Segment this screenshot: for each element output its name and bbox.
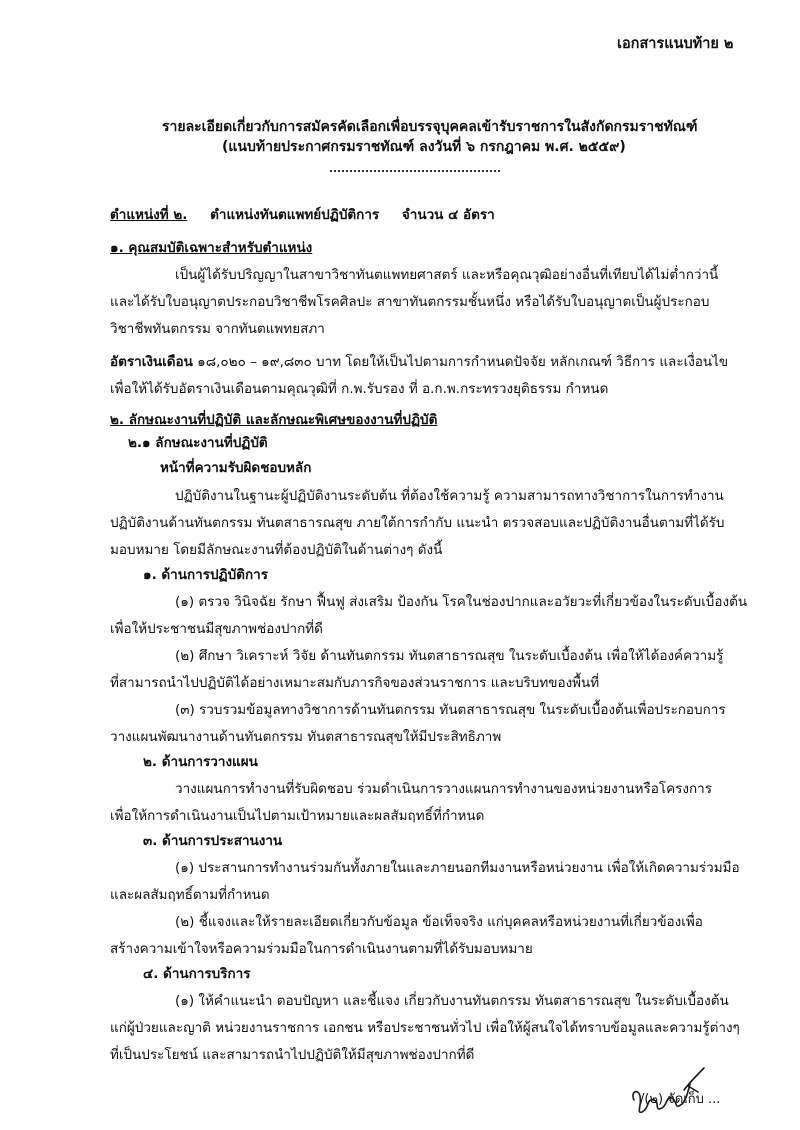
operations-item-3-line-2: วางแผนพัฒนางานด้านทันตกรรม ทันตสาธารณสุขให้มีประสิทธิภาพ	[110, 729, 502, 745]
section1-heading: ๑. คุณสมบัติเฉพาะสำหรับตำแหน่ง	[110, 240, 313, 256]
dotted-separator	[330, 170, 500, 172]
position-count: จำนวน ๔ อัตรา	[401, 207, 495, 223]
operations-item-1-line-2: เพื่อให้ประชาชนมีสุขภาพช่องปากที่ดี	[110, 621, 323, 637]
position-label: ตำแหน่งที่ ๒.	[110, 207, 188, 223]
area-planning-title: ๒. ด้านการวางแผน	[143, 754, 258, 770]
section2-heading: ๒. ลักษณะงานที่ปฏิบัติ และลักษณะพิเศษของงานที่ปฏิบัติ	[110, 412, 438, 428]
document-title: รายละเอียดเกี่ยวกับการสมัครคัดเลือกเพื่อบรรจุบุคคลเข้ารับราชการในสังกัดกรมราชทัณฑ์	[162, 119, 698, 135]
qualification-line-1: เป็นผู้ได้รับปริญญาในสาขาวิชาทันตแพทยศาสตร์ และหรือคุณวุฒิอย่างอื่นที่เทียบได้ไม่ต่ำกว่านี้	[175, 267, 719, 283]
planning-line-2: เพื่อให้การดำเนินงานเป็นไปตามเป้าหมายและผลสัมฤทธิ์ที่กำหนด	[110, 808, 485, 824]
salary-range: ๑๘,๐๒๐ – ๑๙,๘๓๐ บาท โดยให้เป็นไปตามการกำหนดปัจจัย หลักเกณฑ์ วิธีการ และเงื่อนไข	[192, 354, 729, 370]
coordination-item-2-line-2: สร้างความเข้าใจหรือความร่วมมือในการดำเนินงานตามที่ได้รับมอบหมาย	[110, 941, 533, 957]
operations-item-3-line-1: (๓) รวบรวมข้อมูลทางวิชาการด้านทันตกรรม ทันตสาธารณสุข ในระดับเบื้องต้นเพื่อประกอบการ	[175, 702, 726, 718]
qualification-line-3: วิชาชีพทันตกรรม จากทันตแพทยสภา	[110, 321, 325, 337]
main-duty-heading: หน้าที่ความรับผิดชอบหลัก	[160, 460, 312, 476]
document-subtitle: (แนบท้ายประกาศกรมราชทัณฑ์ ลงวันที่ ๖ กรกฎาคม พ.ศ. ๒๕๕๙)	[222, 139, 626, 155]
position-heading	[110, 209, 495, 223]
coordination-item-2-line-1: (๒) ชี้แจงและให้รายละเอียดเกี่ยวกับข้อมูล ข้อเท็จจริง แก่บุคคลหรือหน่วยงานที่เกี่ยวข้องเพื่อ	[175, 914, 703, 930]
area-service-title: ๔. ด้านการบริการ	[143, 966, 251, 982]
area-coordination-title: ๓. ด้านการประสานงาน	[143, 833, 283, 849]
duty-intro-line-3: มอบหมาย โดยมีลักษณะงานที่ต้องปฏิบัติในด้านต่างๆ ดังนี้	[110, 542, 443, 558]
salary-label: อัตราเงินเดือน	[110, 354, 193, 370]
planning-line-1: วางแผนการทำงานที่รับผิดชอบ ร่วมดำเนินการวางแผนการทำงานของหน่วยงานหรือโครงการ	[175, 781, 712, 797]
operations-item-1-line-1: (๑) ตรวจ วินิจฉัย รักษา ฟื้นฟู ส่งเสริม ป้องกัน โรคในช่องปากและอวัยวะที่เกี่ยวข้องในระดับเบื้องต้น	[175, 594, 748, 610]
service-item-1-line-3: ที่เป็นประโยชน์ และสามารถนำไปปฏิบัติให้มีสุขภาพช่องปากที่ดี	[110, 1047, 475, 1063]
duty-intro-line-2: ปฏิบัติงานด้านทันตกรรม ทันตสาธารณสุข ภายใต้การกำกับ แนะนำ ตรวจสอบและปฏิบัติงานอื่นตามที่ได้รับ	[110, 515, 725, 531]
service-item-1-line-1: (๑) ให้คำแนะนำ ตอบปัญหา และชี้แจง เกี่ยวกับงานทันตกรรม ทันตสาธารณสุข ในระดับเบื้องต้น	[175, 993, 729, 1009]
area-operations-title: ๑. ด้านการปฏิบัติการ	[143, 567, 268, 583]
duty-intro-line-1: ปฏิบัติงานในฐานะผู้ปฏิบัติงานระดับต้น ที่ต้องใช้ความรู้ ความสามารถทางวิชาการในการทำงาน	[175, 488, 724, 504]
coordination-item-1-line-1: (๑) ประสานการทำงานร่วมกันทั้งภายในและภายนอกทีมงานหรือหน่วยงาน เพื่อให้เกิดความร่วมมือ	[175, 860, 740, 876]
operations-item-2-line-2: ที่สามารถนำไปปฏิบัติได้อย่างเหมาะสมกับภารกิจของส่วนราชการ และบริบทของพื้นที่	[110, 675, 600, 691]
salary-line-2: เพื่อให้ได้รับอัตราเงินเดือนตามคุณวุฒิที่ ก.พ.รับรอง ที่ อ.ก.พ.กระทรวงยุติธรรม กำหนด	[110, 381, 609, 397]
continued-marker: /(๒) จัดเก็บ ...	[640, 1092, 721, 1107]
qualification-line-2: และได้รับใบอนุญาตประกอบวิชาชีพโรคศิลปะ สาขาทันตกรรมชั้นหนึ่ง หรือได้รับใบอนุญาตเป็นผู้ประกอบ	[110, 294, 710, 310]
service-item-1-line-2: แก่ผู้ป่วยและญาติ หน่วยงานราชการ เอกชน หรือประชาชนทั่วไป เพื่อให้ผู้สนใจได้ทราบข้อมูลและความรู้ต่างๆ	[110, 1020, 740, 1036]
salary-line-1	[110, 356, 728, 370]
subsection-2-1: ๒.๑ ลักษณะงานที่ปฏิบัติ	[128, 435, 268, 451]
position-title: ตำแหน่งทันตแพทย์ปฏิบัติการ	[210, 207, 380, 223]
annex-label: เอกสารแนบท้าย ๒	[617, 36, 734, 52]
operations-item-2-line-1: (๒) ศึกษา วิเคราะห์ วิจัย ด้านทันตกรรม ทันตสาธารณสุข ในระดับเบื้องต้น เพื่อให้ได้องค์ความรู้	[175, 648, 724, 664]
coordination-item-1-line-2: และผลสัมฤทธิ์ตามที่กำหนด	[110, 887, 270, 903]
handwritten-signature	[628, 1062, 708, 1122]
